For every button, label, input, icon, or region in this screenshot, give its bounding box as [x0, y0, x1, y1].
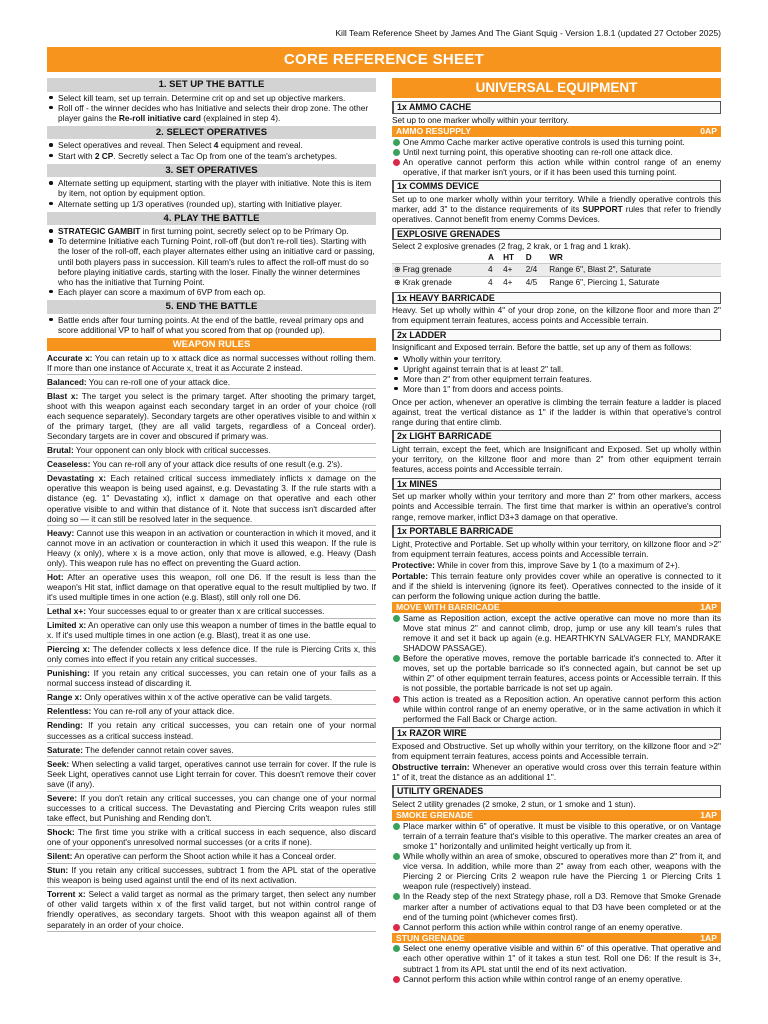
weapon-rule [47, 864, 376, 888]
text-segment: rules that refer to friendly operatives. Cannot benefit from enemy Comms Devices. [392, 204, 721, 225]
keyword: Balanced: [47, 376, 87, 387]
ladder-title: 2x LADDER [392, 329, 721, 342]
text-segment: Alternate setting up equipment, starting with the player with initiative. Note this is item by item, not option by equipment option. [58, 178, 372, 199]
portable-rule [392, 571, 721, 601]
ladder-condition: Upright against terrain that is at least 2" tall. [392, 364, 721, 374]
step-item [47, 315, 376, 335]
keyword: Protective: [392, 559, 435, 570]
action-cost: 1AP [700, 810, 717, 821]
effect-text: One Ammo Cache marker active operative controls is used this turning point. [403, 136, 685, 147]
smoke-grenade-effects [392, 821, 721, 932]
grenade-table-header [392, 253, 721, 264]
explosive-grenades-table [392, 253, 721, 289]
explosive-grenades-title: EXPLOSIVE GRENADES [392, 228, 721, 241]
effect-line [392, 851, 721, 891]
ammo-cache-title: 1x AMMO CACHE [392, 101, 721, 114]
action-cost: 1AP [700, 932, 717, 943]
battle-steps [47, 78, 376, 335]
text-segment: equipment and reveal. [218, 140, 303, 151]
ladder-condition: Wholly within your territory. [392, 354, 721, 364]
effect-line [392, 137, 721, 147]
weapon-rule [47, 458, 376, 472]
step-list [47, 315, 376, 335]
action-cost: 1AP [700, 602, 717, 613]
effect-line [392, 613, 721, 653]
step-header: 5. END THE BATTLE [47, 300, 376, 314]
text-segment: in first turning point, secretly select op to be Primary Op. [140, 226, 349, 237]
keyword: Heavy: [47, 527, 75, 538]
text-segment: When selecting a valid target, operatives cannot use terrain for cover. If the rule is Seek Light, operatives cannot use Light terrain for cover. This doesn't remove their cover save (if any). [47, 758, 376, 789]
text-segment: While in cover from this, improve Save by 1 (to a maximum of 2+). [434, 559, 680, 570]
keyword: Brutal: [47, 445, 74, 456]
step-item [47, 103, 376, 123]
keyword: Hot: [47, 571, 64, 582]
weapon-rule [47, 351, 376, 375]
ladder-intro: Insignificant and Exposed terrain. Before the battle, set up any of them as follows: [392, 342, 692, 353]
text-segment: Select operatives and reveal. Then Select [58, 140, 214, 151]
grenade-a: 4 [486, 263, 501, 276]
text-segment: If you retain any critical successes, you can retain one of your fails as a normal success instead of discarding it. [47, 668, 376, 689]
weapon-rule [47, 472, 376, 526]
effect-line [392, 943, 721, 973]
razor-wire-title: 1x RAZOR WIRE [392, 727, 721, 740]
step-item [47, 140, 376, 150]
light-barricade-title: 2x LIGHT BARRICADE [392, 430, 721, 443]
weapon-rule [47, 743, 376, 757]
grenade-icon: ⊕ [394, 277, 401, 287]
effect-icon [393, 853, 400, 860]
right-column [392, 78, 721, 996]
mines-title: 1x MINES [392, 478, 721, 491]
text-segment: Select kill team, set up terrain. Determine crit op and set up objective markers. [58, 92, 346, 103]
effect-text: Cannot perform this action while within control range of an enemy operative. [403, 973, 683, 984]
effect-text: An operative cannot perform this action while within control range of an enemy operative, if that marker isn't yours, or if it has been used this turning point. [403, 157, 721, 178]
grenade-row [392, 263, 721, 276]
grenade-ht: 4+ [501, 276, 524, 289]
weapon-rule [47, 850, 376, 864]
step-list [47, 140, 376, 160]
ladder-outro: Once per action, whenever an operative is climbing the terrain feature a ladder is placed against, treat the vertical distance as 1" if the ladder is within that operative's control range during that entire climb. [392, 397, 721, 428]
action-name: STUN GRENADE [396, 932, 465, 943]
keyword: Punishing: [47, 668, 90, 679]
step-list [47, 226, 376, 297]
text-segment: An operative can perform the Shoot action while it has a Conceal order. [72, 851, 337, 862]
text-segment: If you retain any critical successes, you can retain one of your normal successes as a critical success instead. [47, 720, 376, 741]
ladder-condition: More than 1" from doors and access points. [392, 384, 721, 394]
effect-text: Before the operative moves, remove the portable barricade it's connected to. After it moves, set up the portable barricade so it's connected again, but cannot be set up within 2" of other equipment terrain features, access points or Accessible terrain. If this is not possible, the portable barricade is not set up again. [403, 653, 721, 694]
weapon-rule [47, 605, 376, 619]
effect-icon [393, 655, 400, 662]
text-segment: You can retain up to x attack dice as normal successes without rolling them. If more than one instance of Accurate x, treat it as Accurate 2 instead. [47, 352, 376, 373]
protective-rule [392, 560, 721, 570]
restriction-icon [393, 159, 400, 166]
weapon-rule [47, 619, 376, 643]
weapon-rule [47, 826, 376, 850]
heavy-barricade-text: Heavy. Set up wholly within 4" of your drop zone, on the killzone floor and more than 2" from equipment terrain features, access points and Accessible terrain. [392, 305, 721, 326]
keyword: Accurate x: [47, 352, 93, 363]
text-segment: If you retain any critical successes, subtract 1 from the APL stat of the operative this weapon is being used against until the end of its next activation. [47, 865, 376, 886]
weapon-rule [47, 792, 376, 826]
razor-wire-text: Exposed and Obstructive. Set up wholly within your territory, on the killzone floor and >2" from equipment terrain features, access points and Accessible terrain. [392, 740, 721, 761]
grenade-d: 2/4 [524, 263, 547, 276]
text-segment: You can re-roll one of your attack dice. [86, 376, 231, 387]
step-header: 2. SELECT OPERATIVES [47, 126, 376, 140]
grenade-ht: 4+ [501, 263, 524, 276]
move-with-barricade-action [392, 602, 721, 612]
stun-grenade-action [392, 933, 721, 943]
weapon-rule [47, 375, 376, 389]
keyword: STRATEGIC GAMBIT [58, 226, 141, 237]
text-segment: To determine Initiative each Turning Point, roll-off (but don't re-roll ties). Starting with the loser of the roll-off, each player alternates either using an initiative card or passing, until both players pass in succession. Kill team's rules to affect the roll-off must do so before playing initiative cards, starting with the loser. Finally the winner determines who has the initiative that Turning Point. [58, 236, 375, 287]
keyword: Re-roll initiative card [118, 112, 201, 123]
effect-text: Select one enemy operative visible and within 6" of this operative. That operative and each other operative within 1" of it takes a stun test. Roll one D6: If the result is 3+, subtract 1 from its APL stat until the end of its next activation. [403, 943, 721, 974]
text-segment: Select a valid target as normal as the primary target, then select any number of other valid targets within x of the first valid target, but not within control range of friendly operatives, as secondary targets. Shoot with this weapon against all of them separately in an order of your choice. [47, 889, 376, 930]
text-segment: The defender cannot retain cover saves. [82, 744, 234, 755]
keyword: Portable: [392, 570, 428, 581]
stun-grenade-effects [392, 943, 721, 983]
explosive-grenades-text: Select 2 explosive grenades (2 frag, 2 krak, or 1 frag and 1 krak). [392, 241, 631, 252]
action-name: MOVE WITH BARRICADE [396, 602, 500, 613]
text-segment: (explained in step 4). [200, 112, 281, 123]
text-segment: Start with [58, 150, 95, 161]
portable-barricade-title: 1x PORTABLE BARRICADE [392, 525, 721, 538]
text-segment: The defender collects x less defence dice. If the rule is Piercing Crits x, this only comes into effect if you retain any critical successes. [47, 644, 376, 665]
keyword: Torrent x: [47, 889, 86, 900]
effect-text: This action is treated as a Reposition action. An operative cannot perform this action while within control range of an enemy operative, or in the same activation in which it performed the Fall Back or Charge action. [403, 693, 721, 724]
text-segment: You can re-roll any of your attack dice. [91, 706, 235, 717]
step-item [47, 93, 376, 103]
column-header: WR [549, 252, 563, 262]
grenade-a: 4 [486, 276, 501, 289]
step-header: 3. SET OPERATIVES [47, 164, 376, 178]
text-segment: Alternate setting up 1/3 operatives (rounded up), starting with Initiative player. [58, 198, 343, 209]
utility-grenades-title: UTILITY GRENADES [392, 785, 721, 798]
weapon-rule [47, 526, 376, 570]
restriction-icon [393, 976, 400, 983]
ammo-resupply-effects [392, 137, 721, 177]
effect-text: Cannot perform this action while within control range of an enemy operative. [403, 921, 683, 932]
grenade-name [392, 263, 486, 276]
keyword: Shock: [47, 827, 75, 838]
keyword: SUPPORT [582, 204, 623, 215]
grenade-wr: Range 6", Piercing 1, Saturate [547, 276, 721, 289]
left-column [47, 78, 376, 996]
keyword: 2 CP [94, 150, 114, 161]
text-segment: You can re-roll any of your attack dice results of one result (e.g. 2's). [90, 459, 343, 470]
weapon-rule [47, 444, 376, 458]
keyword: Range x: [47, 692, 83, 703]
effect-icon [393, 823, 400, 830]
ladder-placement-list [392, 354, 721, 394]
grenade-d: 4/5 [524, 276, 547, 289]
portable-barricade-text: Light, Protective and Portable. Set up wholly within your territory, on killzone floor and >2" from equipment terrain features, access points and Accessible terrain. [392, 538, 721, 559]
keyword: Lethal x+: [47, 606, 86, 617]
weapon-rule [47, 389, 376, 443]
effect-line [392, 147, 721, 157]
page-title: CORE REFERENCE SHEET [47, 47, 721, 72]
move-with-barricade-effects [392, 613, 721, 724]
ladder-condition: More than 2" from other equipment terrain features. [392, 374, 721, 384]
weapon-rule [47, 757, 376, 791]
effect-line [392, 694, 721, 724]
weapon-rule [47, 571, 376, 605]
effect-text: In the Ready step of the next Strategy phase, roll a D3. Remove that Smoke Grenade marker after a number of activations equal to that D3 have been completed or at the end of the turning point (whichever comes first). [403, 891, 721, 922]
effect-icon [393, 615, 400, 622]
column-header: HT [503, 252, 515, 262]
keyword: Silent: [47, 851, 73, 862]
text-segment: Each player can score a maximum of 6VP from each op. [58, 286, 266, 297]
weapon-rule [47, 691, 376, 705]
mines-text: Set up marker wholly within your territory and more than 2" from other markers, access points and Accessible terrain. The first time that marker is within an operative's control range, remove marker, inflict D3+3 damage on that operative. [392, 491, 721, 522]
effect-text: Place marker within 6" of operative. It must be visible to this operative, or on Vantage terrain of a terrain feature that's visible to this operative. The marker creates an area of smoke 1" horizontally and unlimited height vertically up from it. [403, 820, 721, 851]
step-header: 4. PLAY THE BATTLE [47, 212, 376, 226]
obstructive-rule [392, 762, 721, 782]
effect-line [392, 922, 721, 932]
text-segment: Each retained critical success immediately inflicts x damage on the operative this weapon is being used against, e.g. Devastating 3. If the rule starts with a distance (eg. 1" Devastating x), inflict x damage on that operative and each other operative visible to and within that distance of it. Note that success isn't discarded after doing so — it can still be resolved later in the sequence. [47, 473, 376, 524]
keyword: Blast x: [47, 390, 79, 401]
step-item [47, 151, 376, 161]
grenade-row [392, 276, 721, 289]
weapon-rule [47, 643, 376, 667]
keyword: Seek: [47, 758, 70, 769]
step-list [47, 93, 376, 123]
keyword: Severe: [47, 792, 77, 803]
utility-grenades-text: Select 2 utility grenades (2 smoke, 2 stun, or 1 smoke and 1 stun). [392, 799, 636, 810]
step-item [47, 226, 376, 236]
effect-text: Until next turning point, this operative shooting can re-roll one attack dice. [403, 147, 673, 158]
grenade-name-text: Frag grenade [402, 264, 452, 274]
text-segment: . Secretly select a Tac Op from one of the team's archetypes. [113, 150, 338, 161]
comms-device-title: 1x COMMS DEVICE [392, 180, 721, 193]
text-segment: Your opponent can only block with critical successes. [73, 445, 271, 456]
restriction-icon [393, 696, 400, 703]
text-segment: Only operatives within x of the active operative can be valid targets. [82, 692, 333, 703]
text-segment: After an operative uses this weapon, roll one D6. If the result is less than the weapon's Hit stat, inflict damage on that operative equal to the result multiplied by two. If it's used multiple times in one action (e.g. Blast), still only roll one D6. [47, 571, 376, 603]
keyword: Ceaseless: [47, 459, 91, 470]
step-item [47, 178, 376, 198]
weapon-rule [47, 888, 376, 932]
effect-icon [393, 945, 400, 952]
credit-line: Kill Team Reference Sheet by James And The Giant Squig - Version 1.8.1 (updated 27 October 2025) [335, 28, 721, 38]
column-header: A [488, 252, 494, 262]
column-header: D [525, 252, 532, 262]
effect-icon [393, 139, 400, 146]
text-segment: This terrain feature only provides cover while an operative is connected to it and if the shield is intervening (ignore its feet). Operatives connected to the inside of it can perform the following unique action during the battle. [392, 570, 721, 602]
heavy-barricade-title: 1x HEAVY BARRICADE [392, 292, 721, 305]
smoke-grenade-action [392, 810, 721, 820]
weapon-rule [47, 667, 376, 691]
grenade-name [392, 276, 486, 289]
text-segment: Set up to one marker wholly within your territory. While a friendly operative controls this marker, add 3" to the distance requirements of its [392, 194, 721, 215]
weapon-rule [47, 719, 376, 743]
keyword: Rending: [47, 720, 83, 731]
keyword: Devastating x: [47, 473, 106, 484]
grenade-name-text: Krak grenade [402, 277, 452, 287]
effect-line [392, 974, 721, 984]
column-header [392, 253, 486, 264]
weapon-rules-list [47, 351, 376, 932]
step-item [47, 236, 376, 287]
effect-text: While wholly within an area of smoke, obscured to operatives more than 2" from it, and vice versa. In addition, while more than 2" away from each other, weapons with the Piercing 2 or Piercing Crits 2 weapon rule have the Piercing 1 or Piercing Crits 1 weapon rule (respectively) instead. [403, 850, 721, 892]
text-segment: The first time you strike with a critical success in each sequence, also discard one of your opponent's unresolved normal successes (or a crits if none). [47, 827, 376, 848]
keyword: Relentless: [47, 706, 92, 717]
effect-line [392, 653, 721, 693]
text-segment: Whenever an operative would cross over this terrain feature within 1" of it, treat the distance as an additional 1". [392, 761, 721, 783]
grenade-icon: ⊕ [394, 264, 401, 274]
text-segment: If you don't retain any critical successes, you can change one of your normal successes to a critical success. The Devastating and Piercing Crits weapon rules still take effect, but Punishing and Rending don't. [47, 792, 376, 824]
action-name: SMOKE GRENADE [396, 810, 473, 821]
effect-line [392, 157, 721, 177]
ammo-cache-text: Set up to one marker wholly within your territory. [392, 115, 569, 126]
weapon-rule [47, 705, 376, 719]
restriction-icon [393, 924, 400, 931]
text-segment: Your successes equal to or greater than x are critical successes. [85, 606, 325, 617]
action-name: AMMO RESUPPLY [396, 126, 472, 137]
text-segment: Battle ends after four turning points. At the end of the battle, reveal primary ops and score additional VP to half of what you scored from that op (rounded up). [58, 314, 364, 335]
effect-line [392, 821, 721, 851]
ammo-resupply-action [392, 126, 721, 136]
effect-icon [393, 149, 400, 156]
step-header: 1. SET UP THE BATTLE [47, 78, 376, 92]
comms-device-text [392, 194, 721, 224]
grenade-wr: Range 6", Blast 2", Saturate [547, 263, 721, 276]
keyword: Limited x: [47, 620, 87, 631]
universal-equipment-header: UNIVERSAL EQUIPMENT [392, 78, 721, 98]
text-segment: The target you select is the primary target. After shooting the primary target, shoot with this weapon against each secondary target in an order of your choice (roll each sequence separately). Secondary targets are other operatives visible to and within x of the primary target, (they are all valid targets, regardless of a Conceal order). Secondary targets are in cover and obscured if primary was. [47, 390, 376, 442]
action-cost: 0AP [700, 126, 717, 137]
effect-line [392, 891, 721, 921]
keyword: Piercing x: [47, 644, 90, 655]
effect-icon [393, 893, 400, 900]
keyword: Obstructive terrain: [392, 761, 470, 772]
light-barricade-text: Light terrain, except the feet, which are Insignificant and Exposed. Set up wholly within your territory, on the killzone floor and more than 2" from other equipment terrain features, access points and Accessible terrain. [392, 444, 721, 475]
step-list [47, 178, 376, 208]
keyword: Saturate: [47, 744, 83, 755]
effect-text: Same as Reposition action, except the active operative can move no more than its Move stat minus 2" and cannot climb, drop, jump or use any kill team's rules that remove it and set it back up again (e.g. HEARTHKYN SALVAGER FLY, MANDRAKE SHADOW PASSAGE). [403, 612, 721, 654]
keyword: Stun: [47, 865, 69, 876]
text-segment: Cannot use this weapon in an activation or counteraction in which it moved, and it cannot move in an activation or counteraction in which it used this weapon. If the rule is Heavy (x only), where x is a move action, only that move is allowed, e.g. Heavy (Dash only). This weapon rule has no effect on preventing the Guard action. [47, 527, 376, 568]
weapon-rules-header: WEAPON RULES [47, 338, 376, 352]
step-item [47, 199, 376, 209]
text-segment: An operative can only use this weapon a number of times in the battle equal to x. If it's used multiple times in one action (e.g. Blast), treat it as one use. [47, 620, 376, 641]
keyword: 4 [213, 140, 219, 151]
text-segment: Roll off - the winner decides who has Initiative and selects their drop zone. The other player gains the [58, 102, 369, 123]
step-item [47, 287, 376, 297]
